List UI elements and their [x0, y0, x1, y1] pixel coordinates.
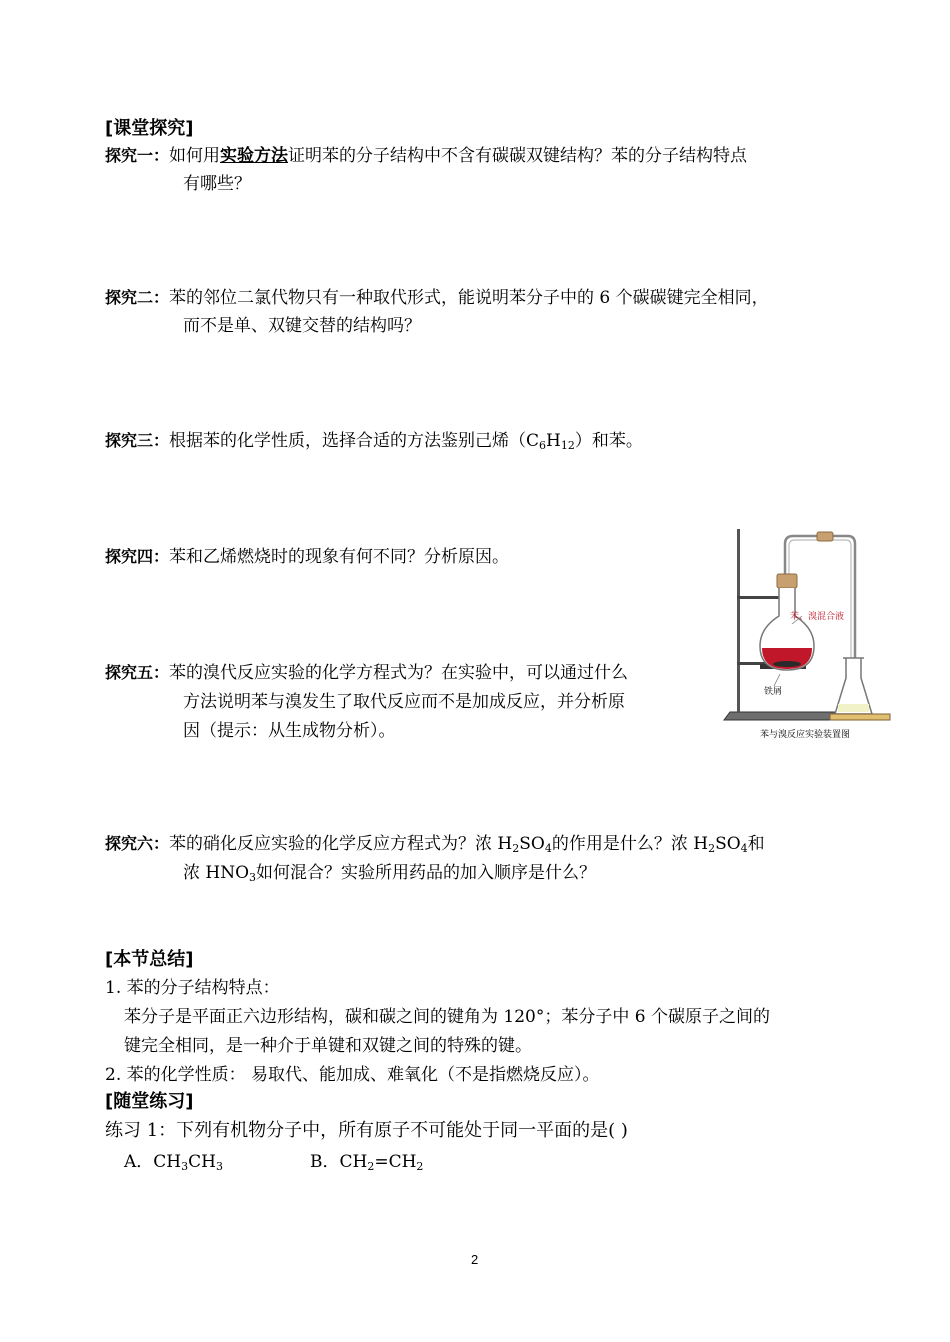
explore-6-label: 探究六： — [105, 834, 170, 853]
label-benzene-bromine-mixture: 苯、溴混合液 — [790, 612, 845, 622]
explore-2-line2: 而不是单、双键交替的结构吗？ — [183, 316, 421, 336]
label-iron-filings: 铁屑 — [764, 687, 783, 697]
practice-option-a: A．$CH_3CH_3$ — [124, 1152, 223, 1173]
page-number: 2 — [471, 1252, 479, 1267]
bromination-apparatus-figure — [722, 524, 894, 742]
practice-option-b: B．$CH_2=CH_2$ — [310, 1152, 424, 1173]
explore-5: 探究五：苯的溴代反应实验的化学方程式为？在实验中，可以通过什么 — [105, 663, 629, 683]
explore-3-label: 探究三： — [105, 431, 170, 450]
explore-5-label: 探究五： — [105, 663, 170, 682]
explore-4: 探究四：苯和乙烯燃烧时的现象有何不同？分析原因。 — [105, 547, 510, 567]
section-title-practice: [随堂练习] — [105, 1091, 194, 1112]
summary-item-2: 2. 苯的化学性质： 易取代、能加成、难氧化（不是指燃烧反应）。 — [105, 1065, 600, 1085]
explore-5-line2: 方法说明苯与溴发生了取代反应而不是加成反应，并分析原 — [183, 692, 625, 712]
explore-2-label: 探究二： — [105, 288, 170, 307]
explore-4-label: 探究四： — [105, 547, 170, 566]
explore-1-line2: 有哪些？ — [183, 174, 251, 194]
explore-5-line3: 因（提示：从生成物分析）。 — [183, 721, 396, 741]
explore-3: 探究三：根据苯的化学性质，选择合适的方法鉴别己烯$(C_6H_{12})$和苯。 — [105, 431, 643, 452]
section-title-summary: [本节总结] — [105, 949, 194, 970]
explore-1-label: 探究一： — [105, 146, 170, 165]
explore-6: 探究六：苯的硝化反应实验的化学反应方程式为？浓 $H_2SO_4$的作用是什么？浓 $H_2SO_4$和 — [105, 834, 765, 855]
explore-1: 探究一：如何用实验方法证明苯的分子结构中不含有碳碳双键结构？苯的分子结构特点 — [105, 146, 748, 166]
summary-item-1: 1. 苯的分子结构特点： — [105, 978, 280, 998]
practice-question-1: 练习 1：下列有机物分子中，所有原子不可能处于同一平面的是( ) — [105, 1120, 628, 1141]
figure-caption: 苯与溴反应实验装置图 — [760, 730, 851, 740]
explore-2: 探究二：苯的邻位二氯代物只有一种取代形式，能说明苯分子中的 6 个碳碳键完全相同， — [105, 288, 769, 308]
summary-item-1-line2: 键完全相同，是一种介于单键和双键之间的特殊的键。 — [124, 1036, 532, 1056]
explore-6-line2: 浓 $HNO_3$如何混合？实验所用药品的加入顺序是什么？ — [183, 863, 597, 884]
section-title-explore: [课堂探究] — [105, 118, 194, 139]
summary-item-1-line1: 苯分子是平面正六边形结构，碳和碳之间的键角为 120°；苯分子中 6 个碳原子之间的 — [124, 1007, 770, 1027]
